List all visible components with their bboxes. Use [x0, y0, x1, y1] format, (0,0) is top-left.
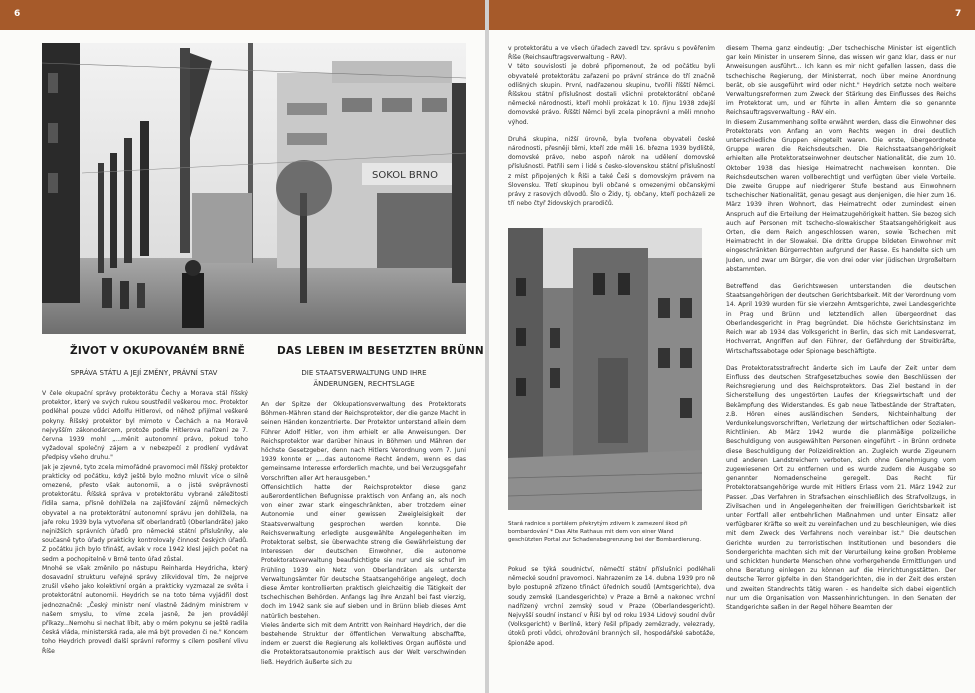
paragraph: Das Protektoratsstrafrecht änderte sich im Laufe der Zeit unter dem Einfluss des deutschen Strafgesetzbuches sowie den Beschlüssen der Reichsregierung und des Reichsprotektors. Das Ziel bestand in der Sicherstellung des ungestörten Laufes der Kriegswirtschaft und der Bekämpfung des Widerstandes. Es gab neue Tatbestände der Straftaten, z.B. Hören eines ausländischen Senders, Nichteinhaltung der Verdunkelungsvorschriften, Verletzung der wirtschaftlichen oder Sozialen-Richtlinien. Ab März 1942 wurde die planmäßige polizeiliche Beschuldigung von ausgewählten Personen eingeführt - in Brünn ordnete diese Beschuldigung der Polizeidirektion an. Zugleich wurde Zigeunern und anderen Landstreichern verboten, sich ohne Genehmigung vom zugewiesenen Ort zu entfernen und es wurde zudem die Ausgabe so genannter Nomadenscheine geregelt. Das Recht für Protektoratsangehörige wurde mit Hitlers Erlass vom 21. März 1942 zur Passer. „Das Verfahren in Strafsachen einschließlich des Strafvollzugs, in Zivilsachen und in Angelegenheiten der freiwilligen Gerichtsbarkeit ist unter Fortfall aller entbehrlichen Maßnahmen und unter Einsatz aller verfügbarer Kräfte so weit zu vereinfachen und zu beschleunigen, wie dies mit dem Zweck des Verfahrens noch vereinbar ist." Die deutschen Gerichte wurden zu terroristischen Institutionen und besonders die Sondergerichte machten sich mit der Verurteilung keine großen Probleme und schickten hunderte Menschen ohne vorhergehende Ermittlungen und ohne Beratung einlegen zu können auf die Hinrichtungsstätten. Der deutsche Terror gipfelte in den Standgerichten, die in der Zeit des ersten und zweiten Standrechts tätig waren - es handelte sich dabei eigentlich nur um die Organisation von Massenhinrichtungen. In den Senaten der Standgerichte saßen in der Regel höhere Beamten der	[726, 364, 956, 611]
paragraph: Mnohé se však změnilo po nástupu Reinharda Heydricha, který dosavadní strukturu veřejné správy zlikvidoval tím, že nejprve zrušil všeho jako kolektivní orgán a prakticky vyzmazal ze světa i protektorátní autonomii. Heydrich se na toto téma vyjádřil dost jednoznačně: „Český ministr není vlastně žádným ministrem v našem smyslu, to víme zcela jasně, že jen provádějí příkazy...Nemohu si nechat líbit, aby o mém pokynu se ještě radila česká vláda, ministerská rada, ale má být proveden či ne." Koncem toho Heydrich provedl další správní reformy s cílem posílení vlivu Říše	[42, 564, 248, 655]
right-page-number: 7	[955, 9, 962, 19]
german-continued-column	[726, 44, 956, 685]
paragraph: Betreffend das Gerichtswesen unterstanden die deutschen Staatsangehörigen der deutschen Gerichtsbarkeit. Mit der Verordnung vom 14. April 1939 wurden für sie vierzehn Amtsgerichte, zwei Landesgerichte in Prag und Brünn und letztendlich allen übergeordnet das Oberlandesgericht in Prag begründet. Die höchste Gerichtsinstanz im Reich war ab 1934 das Volksgericht in Berlin, das sich mit Landesverrat, Hochverrat, Angriffen auf den Führer, der Gefährdung der Streitkräfte, Wirtschaftssabotage oder Spionage beschäftigte.	[726, 283, 956, 355]
left-header-band	[0, 0, 485, 30]
paragraph: Pokud se týká soudnictví, němečtí státní příslušníci podléhali německé soudní pravomoci. Nahrazením ze 14. dubna 1939 pro ně bylo postupně zřízeno třináct úředních soudů (Amtsgerichte), dva soudy zemské (Landesgerichte) v Praze a Brně a nakonec vrchní nadřízený vrchní zemský soud v Praze (Oberlandesgericht). Nejvyšší soudní instancí v Říši byl od roku 1934 Lidový soudní dvůr (Volksgericht) v Berlíně, který řešil případy zemězrady, velezrady, útoků proti vůdci, ohrožování branných sil, hospodářské sabotáže, špionáže apod.	[508, 566, 715, 647]
paragraph: Druhá skupina, nižší úrovně, byla tvořena obyvateli české národnosti, přesněji těmi, kteří zde měli 16. března 1939 bydliště, domovské právo, nebo aspoň nárok na udělení domovské příslušnosti. Patřili sem i lidé s česko-slovenskou státní příslušností z míst připojených k Říši a také Češi s domovským právem na Slovensku. Třetí skupinou byli občané s omezenými občanskými právy z rasových důvodů. Šlo o Židy, tj. občany, kteří pocházeli ze tří nebo čtyř židovských prarodičů.	[508, 135, 715, 208]
czech-continued-column	[508, 44, 715, 222]
old-town-hall-photo	[508, 228, 702, 510]
left-page	[0, 0, 485, 693]
article-title-german: DAS LEBEN IM BESETZTEN BRÜNN	[277, 345, 484, 357]
paragraph: Offensichtlich hatte der Reichsprotektor diese ganz außerordentlichen Befugnisse praktisch von Anfang an, als noch von einer zwar stark eingeschränkten, aber trotzdem einer Autonomie und einer gewissen Zweigleisigkeit der Staatsverwaltung gesprochen werden konnte. Die Reichsverwaltung erledigte ausgewählte Angelegenheiten im Protektorat selbst, sie überwachte streng die Gewährleistung der Interessen der deutschen Einwohner, die autonome Protektoratsverwaltung beaufsichtigte sie nur und sie schuf im Frühling 1939 ein Netz von Oberlandräten als unterste Verwaltungsämter für deutsche Staatsangehörige angelegt, doch diese Ämter kontrollierten praktisch gleichzeitig die Tätigkeit der tschechischen Behörden. Anfangs lag ihre Anzahl bei fast vierzig, doch im 1942 sank sie auf sieben und in Brünn blieb dieses Amt natürlich bestehen.	[261, 483, 466, 620]
czech-court-column	[508, 565, 715, 685]
paragraph: V čele okupační správy protektorátu Čechy a Morava stál říšský protektor, který ve svých rukou soustředil veškerou moc. Protektor podléhal pouze vůdci Adolfu Hitlerovi, od něhož přijímal veškeré pokyny. Říšský protektor byl mimoto v Čechách a na Moravě nejvyšším zákonodárcem, protože podle Hitlerova nařízení ze 7. června 1939 mohl „...měnit autonomní právo, pokud toho vyžadoval společný zájem a v nebezpečí z prodlení vydávat předpisy všeho druhu."	[42, 390, 248, 462]
paragraph: v protektorátu a ve všech úřadech zavedl tzv. správu s pověřením Říše (Reichsauftragsverwaltung - RAV).	[508, 45, 715, 62]
paragraph: In diesem Zusammenhang sollte erwähnt werden, dass die Einwohner des Protektorats von Anfang an vom Rechts wegen in drei deutlich unterschiedliche Gruppen eingeteilt waren. Die erste, übergeordnete Gruppe waren die Reichsdeutschen. Die Reichsstaatsangehörigkeit erhielten alle Protektoratseinwohner deutscher Nationalität, die zum 10. Oktober 1938 das hiesige Heimatrecht nachweisen konnten. Die Reichsdeutschen waren vollberechtigt und verfügten über viele Vorteile. Die zweite Gruppe auf niedrigerer Stufe bestand aus Einwohnern tschechischer Nationalität, genau gesagt aus denjenigen, die hier zum 16. März 1939 ihren Wohnort, das Heimatrecht oder zumindest einen Anspruch auf die Erteilung der Heimatzugehörigkeit hatten. Sie bezog sich auch auf Personen mit tschecho-slowakischer Staatsangehörigkeit aus Orten, die dem Reich angeschlossen waren, sowie Tschechen mit Heimatrecht in der Slowakei. Die dritte Gruppe bildeten Einwohner mit eingeschränkten Bürgerrechten aufgrund der Rasse. Es handelte sich um Juden, und zwar um Bürger, die von drei oder vier jüdischen Urgroßeltern abstammten.	[726, 118, 956, 273]
article-title-czech: ŽIVOT V OKUPOVANÉM BRNĚ	[70, 345, 245, 357]
paragraph: An der Spitze der Okkupationsverwaltung des Protektorats Böhmen-Mähren stand der Reichsprotektor, der die ganze Macht in seinen Händen konzentrierte. Der Protektor unterstand allein dem Führer Adolf Hitler, von ihm erhielt er alle Anweisungen. Der Reichsprotektor war darüber hinaus in Böhmen und Mähren der höchste Gesetzgeber, denn nach Hitlers Verordnung vom 7. Juni 1939 konnte er „...das autonome Recht ändern, wenn es das gemeinsame Interesse erforderlich machte, und bei Verzugsgefahr Vorschriften aller Art herausgeben."	[261, 401, 466, 482]
photo-caption: Stará radnice s portálem překrytým zdivem k zamezení škod při bombardování * Das Alte Rathaus mit dem von einer Wand geschützten Portal zur Schadensbegrenzung bei der Bombardierung.	[508, 521, 702, 544]
right-header-band	[489, 0, 975, 30]
german-text-column	[261, 400, 466, 685]
right-page	[489, 0, 975, 693]
paragraph: Vieles änderte sich mit dem Antritt von Reinhard Heydrich, der die bestehende Struktur der öffentlichen Verwaltung abschaffte, indem er zuerst die Regierung als kollektives Organ auflöste und die Protektoratsautonomie praktisch aus der Welt verschwinden ließ. Heydrich äußerte sich zu	[261, 621, 466, 666]
paragraph: diesem Thema ganz eindeutig: „Der tschechische Minister ist eigentlich gar kein Minister in unserem Sinne, das wissen wir ganz klar, dass er nur Anweisungen ausführt... Ich kann es mir nicht gefallen lassen, dass die tschechische Regierung, der Ministerrat, noch über meine Anordnung berät, ob sie ausgeführt wird oder nicht." Heydrich setzte noch weitere Verwaltungsreformen zum Zweck der Stärkung des Einflusses des Reichs im Protektorat um, und er führte in allen Ämtern die so genannte Reichsauftragsverwaltung - RAV ein.	[726, 45, 956, 117]
czech-text-column	[42, 389, 248, 685]
sokol-sign: SOKOL BRNO	[372, 170, 439, 181]
subtitle-german-line1: DIE STAATSVERWALTUNG UND IHRE	[301, 369, 427, 377]
street-photo-image	[42, 43, 466, 334]
article-subtitle-german	[262, 368, 466, 390]
paragraph: Jak je zjevné, tyto zcela mimořádné pravomoci měl říšský protektor prakticky od počátku, když ještě bylo možno mluvit více o silně omezené, přesto však autonomii, a o jisté svéprávnosti protektorátu. Říšská správa v protektorátu vybrané záležitosti řídila sama, přísně dohlížela na zajišťování zájmů německých obyvatel a na protektorátní autonomní správu jen dohlížela, na jaře roku 1939 byla vytvořena síť oberlandratů (Oberlandräte) jako nejnižších správních úřadů pro německé státní příslušníky, ale současně tyto úřady prakticky kontrolovaly činnost českých úřadů. Z počátku jich bylo třinášť, avšak v roce 1942 klesl jejich počet na sedm a pochopitelně v Brně tento úřad zůstal.	[42, 463, 248, 563]
paragraph: V této souvislosti je dobré připomenout, že od počátku byli obyvatelé protektorátu zařazeni po právní stránce do tří značně odlišných skupin. První, nadřazenou skupinu, tvořili říšští Němci. Říšskou státní příslušnost dostali všichni protektorátní občané německé národnosti, kteří mohli prokázat k 10. říjnu 1938 zdejší domovské právo. Říšští Němci byli zcela pinoprávní a měli mnoho výhod.	[508, 63, 715, 126]
subtitle-german-line2: ÄNDERUNGEN, RECHTSLAGE	[313, 380, 415, 388]
street-photo	[42, 43, 466, 334]
article-subtitle-czech: SPRÁVA STÁTU A JEJÍ ZMĚNY, PRÁVNÍ STAV	[70, 369, 218, 377]
old-town-hall-image	[508, 228, 702, 510]
left-page-number: 6	[14, 9, 21, 19]
